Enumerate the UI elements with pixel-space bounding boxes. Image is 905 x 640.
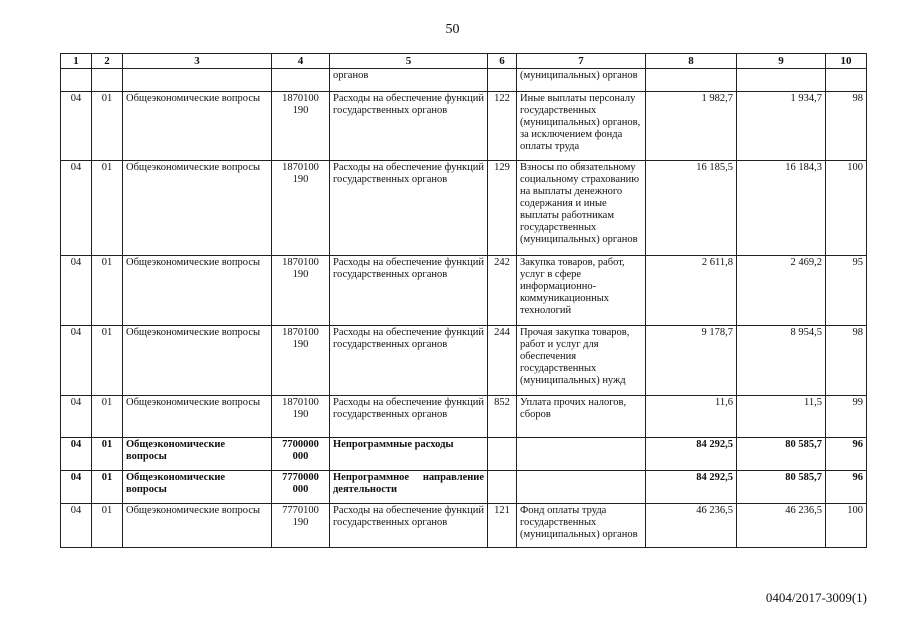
header-col-9: 9: [737, 54, 826, 69]
percent-cell: 99: [826, 396, 867, 438]
column-number-row: [61, 54, 867, 69]
section-cell: 04: [61, 471, 92, 504]
actual-amount-cell: 80 585,7: [737, 438, 826, 471]
plan-amount-cell: 16 185,5: [646, 161, 737, 256]
expense-type-name-cell: Фонд оплаты труда государственных (муниципальных) органов: [517, 504, 646, 548]
purpose-cell: Расходы на обеспечение функций государственных органов: [330, 256, 488, 326]
header-col-7: 7: [517, 54, 646, 69]
subsection-cell: [92, 69, 123, 92]
purpose-cell: Расходы на обеспечение функций государственных органов: [330, 396, 488, 438]
expense-type-cell: 121: [488, 504, 517, 548]
section-name-cell: [123, 69, 272, 92]
percent-cell: 96: [826, 471, 867, 504]
target-article-cell: [272, 69, 330, 92]
expense-type-name-cell: Прочая закупка товаров, работ и услуг для обеспечения государственных (муниципальных) нужд: [517, 326, 646, 396]
expense-type-name-cell: Иные выплаты персоналу государственных (муниципальных) органов, за исключением фонда оплаты труда: [517, 92, 646, 161]
plan-amount-cell: 9 178,7: [646, 326, 737, 396]
expense-type-name-cell: [517, 438, 646, 471]
expense-type-name-cell: Закупка товаров, работ, услуг в сфере информационно-коммуникационных технологий: [517, 256, 646, 326]
table-row: [61, 92, 867, 161]
actual-amount-cell: 1 934,7: [737, 92, 826, 161]
expense-type-cell: 129: [488, 161, 517, 256]
section-cell: 04: [61, 92, 92, 161]
section-cell: [61, 69, 92, 92]
header-col-10: 10: [826, 54, 867, 69]
purpose-cell: Расходы на обеспечение функций государственных органов: [330, 326, 488, 396]
table-row: [61, 471, 867, 504]
table-row: [61, 161, 867, 256]
section-name-cell: Общеэкономические вопросы: [123, 161, 272, 256]
subsection-cell: 01: [92, 471, 123, 504]
section-cell: 04: [61, 504, 92, 548]
plan-amount-cell: [646, 69, 737, 92]
expense-type-cell: 244: [488, 326, 517, 396]
subsection-cell: 01: [92, 326, 123, 396]
expense-type-name-cell: Взносы по обязательному социальному страхованию на выплаты денежного содержания и иные выплаты работникам государственных (муниципальных) органов: [517, 161, 646, 256]
header-col-3: 3: [123, 54, 272, 69]
section-cell: 04: [61, 396, 92, 438]
section-cell: 04: [61, 326, 92, 396]
expense-type-cell: [488, 438, 517, 471]
table-body: [61, 69, 867, 548]
section-name-cell: Общеэкономические вопросы: [123, 256, 272, 326]
purpose-cell: органов: [330, 69, 488, 92]
target-article-cell: 1870100 190: [272, 161, 330, 256]
header-col-8: 8: [646, 54, 737, 69]
expense-type-cell: 122: [488, 92, 517, 161]
subsection-cell: 01: [92, 396, 123, 438]
subsection-cell: 01: [92, 92, 123, 161]
section-cell: 04: [61, 256, 92, 326]
percent-cell: [826, 69, 867, 92]
section-cell: 04: [61, 438, 92, 471]
actual-amount-cell: 80 585,7: [737, 471, 826, 504]
actual-amount-cell: 11,5: [737, 396, 826, 438]
section-name-cell: Общеэкономические вопросы: [123, 92, 272, 161]
expense-type-name-cell: Уплата прочих налогов, сборов: [517, 396, 646, 438]
actual-amount-cell: 16 184,3: [737, 161, 826, 256]
section-name-cell: Общеэкономические вопросы: [123, 471, 272, 504]
expense-type-name-cell: [517, 471, 646, 504]
header-col-2: 2: [92, 54, 123, 69]
table-row: [61, 396, 867, 438]
percent-cell: 100: [826, 504, 867, 548]
section-cell: 04: [61, 161, 92, 256]
document-code: 0404/2017-3009(1): [765, 590, 867, 605]
header-col-4: 4: [272, 54, 330, 69]
header-col-1: 1: [61, 54, 92, 69]
table-row: [61, 326, 867, 396]
target-article-cell: 7770100 190: [272, 504, 330, 548]
plan-amount-cell: 84 292,5: [646, 438, 737, 471]
plan-amount-cell: 11,6: [646, 396, 737, 438]
budget-table: [60, 53, 867, 548]
percent-cell: 96: [826, 438, 867, 471]
table-row: [61, 504, 867, 548]
plan-amount-cell: 46 236,5: [646, 504, 737, 548]
target-article-cell: 1870100 190: [272, 256, 330, 326]
percent-cell: 95: [826, 256, 867, 326]
header-col-5: 5: [330, 54, 488, 69]
subsection-cell: 01: [92, 256, 123, 326]
percent-cell: 100: [826, 161, 867, 256]
plan-amount-cell: 1 982,7: [646, 92, 737, 161]
purpose-cell: Расходы на обеспечение функций государственных органов: [330, 161, 488, 256]
header-col-6: 6: [488, 54, 517, 69]
expense-type-cell: [488, 69, 517, 92]
purpose-cell: Непрограммное направление деятельности: [330, 471, 488, 504]
section-name-cell: Общеэкономические вопросы: [123, 396, 272, 438]
actual-amount-cell: 46 236,5: [737, 504, 826, 548]
table-row: [61, 256, 867, 326]
percent-cell: 98: [826, 92, 867, 161]
actual-amount-cell: 8 954,5: [737, 326, 826, 396]
expense-type-name-cell: (муниципальных) органов: [517, 69, 646, 92]
expense-type-cell: 242: [488, 256, 517, 326]
target-article-cell: 1870100 190: [272, 92, 330, 161]
subsection-cell: 01: [92, 438, 123, 471]
target-article-cell: 7770000 000: [272, 471, 330, 504]
plan-amount-cell: 2 611,8: [646, 256, 737, 326]
actual-amount-cell: 2 469,2: [737, 256, 826, 326]
page-number: 50: [445, 22, 460, 37]
expense-type-cell: 852: [488, 396, 517, 438]
subsection-cell: 01: [92, 161, 123, 256]
subsection-cell: 01: [92, 504, 123, 548]
purpose-cell: Расходы на обеспечение функций государственных органов: [330, 92, 488, 161]
percent-cell: 98: [826, 326, 867, 396]
expense-type-cell: [488, 471, 517, 504]
plan-amount-cell: 84 292,5: [646, 471, 737, 504]
section-name-cell: Общеэкономические вопросы: [123, 438, 272, 471]
section-name-cell: Общеэкономические вопросы: [123, 326, 272, 396]
target-article-cell: 7700000 000: [272, 438, 330, 471]
purpose-cell: Расходы на обеспечение функций государственных органов: [330, 504, 488, 548]
target-article-cell: 1870100 190: [272, 326, 330, 396]
purpose-cell: Непрограммные расходы: [330, 438, 488, 471]
section-name-cell: Общеэкономические вопросы: [123, 504, 272, 548]
target-article-cell: 1870100 190: [272, 396, 330, 438]
actual-amount-cell: [737, 69, 826, 92]
table-row: [61, 438, 867, 471]
table-header: [61, 54, 867, 69]
table-row: [61, 69, 867, 92]
